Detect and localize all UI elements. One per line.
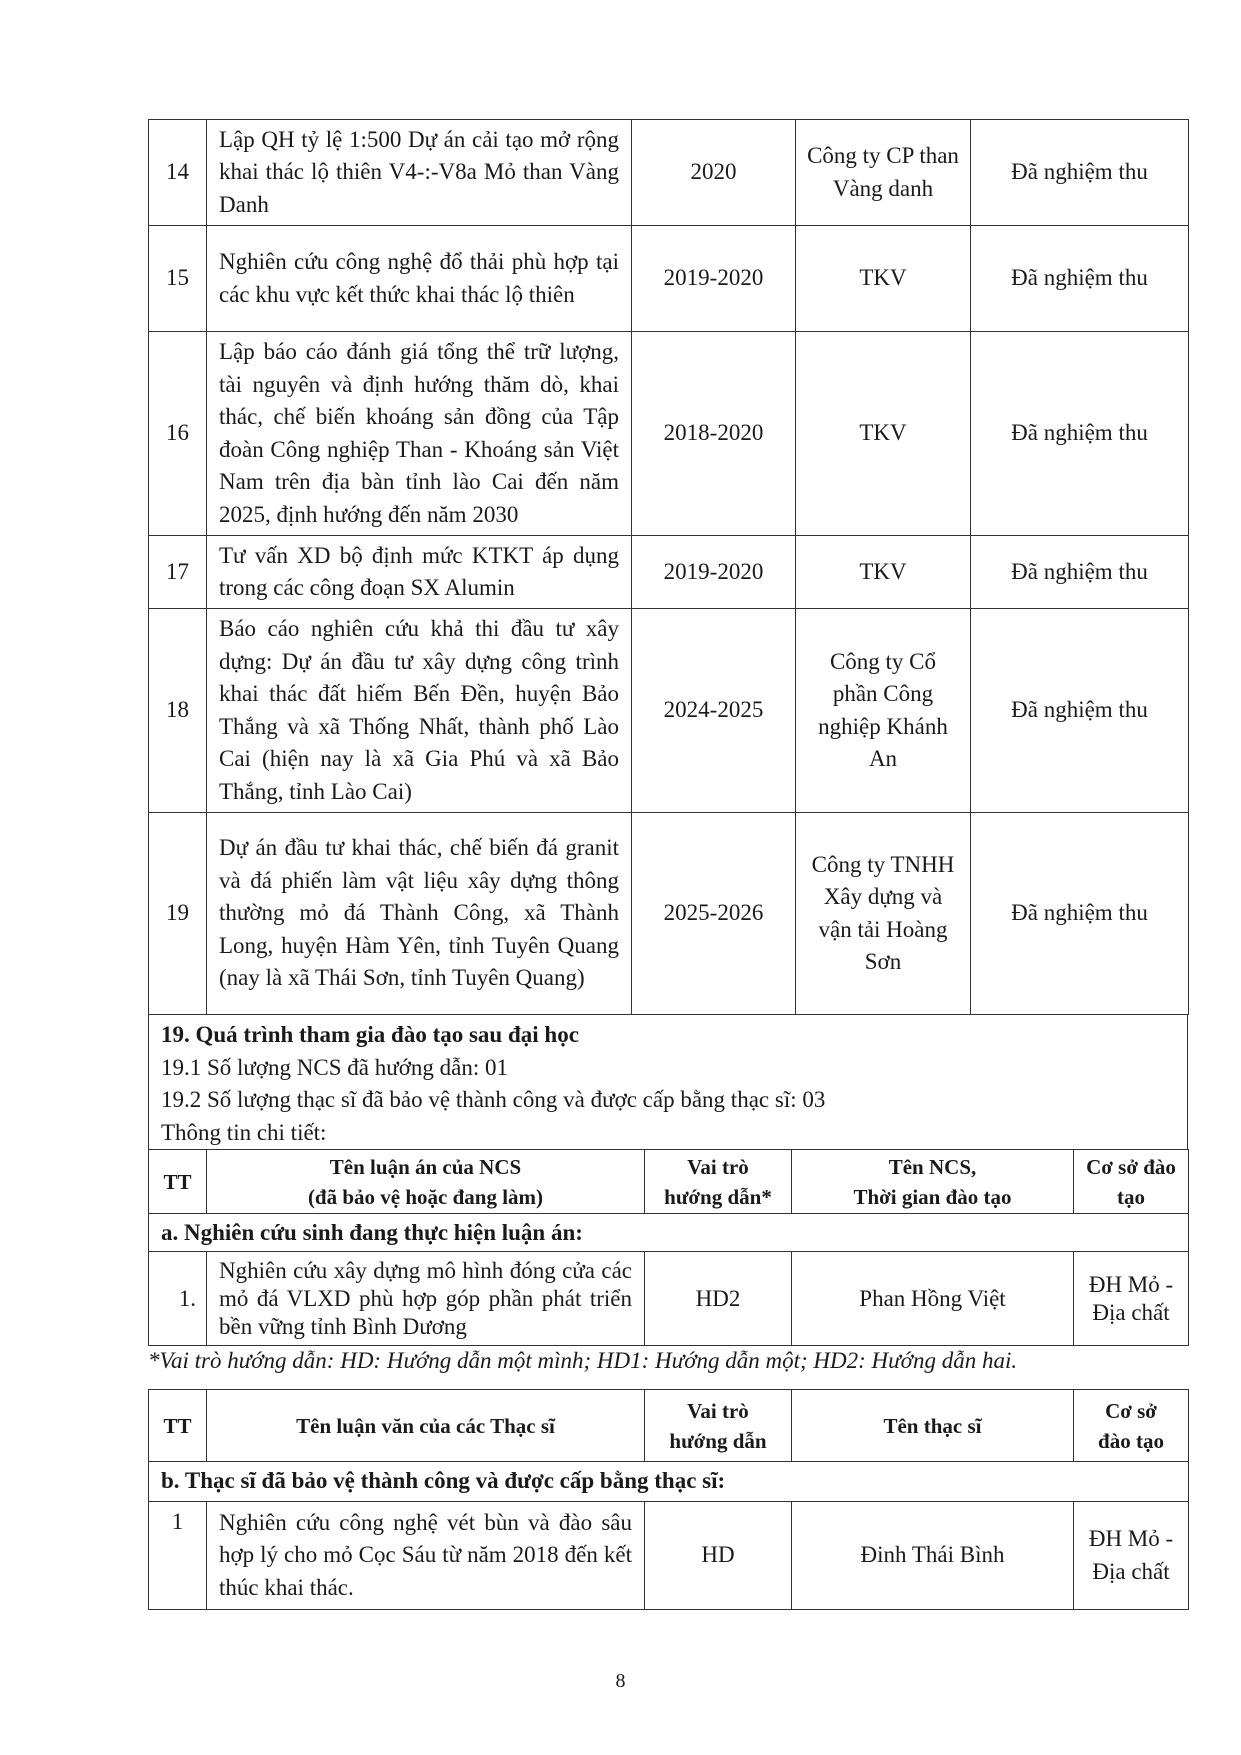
table-row	[149, 120, 1189, 226]
table-row	[149, 226, 1189, 332]
header-student-name	[792, 1150, 1074, 1214]
master-table	[148, 1389, 1189, 1610]
project-no: 18	[149, 609, 207, 813]
project-agency: TKV	[796, 332, 971, 536]
phd-thesis-title: Nghiên cứu xây dựng mô hình đóng cửa các mỏ đá VLXD phù hợp góp phần phát triển bền vững tỉnh Bình Dương	[207, 1252, 645, 1346]
header-student-name-line2: Thời gian đào tạo	[853, 1184, 1012, 1209]
phd-table	[148, 1149, 1189, 1346]
project-year: 2019-2020	[632, 226, 796, 332]
master-no: 1	[149, 1502, 207, 1610]
project-agency: TKV	[796, 226, 971, 332]
table-subheader-row	[149, 1214, 1189, 1252]
master-subheader: b. Thạc sĩ đã bảo vệ thành công và được cấp bằng thạc sĩ:	[149, 1462, 1189, 1502]
header-institution-line1: Cơ sở đào	[1086, 1154, 1176, 1179]
table-row	[149, 1502, 1189, 1610]
project-status: Đã nghiệm thu	[971, 536, 1189, 609]
phd-count-line: 19.1 Số lượng NCS đã hướng dẫn: 01	[161, 1054, 508, 1080]
project-name: Lập QH tỷ lệ 1:500 Dự án cải tạo mở rộng khai thác lộ thiên V4-:-V8a Mỏ than Vàng Danh	[207, 120, 632, 226]
project-year: 2020	[632, 120, 796, 226]
section-19-title: 19. Quá trình tham gia đào tạo sau đại học	[161, 1022, 579, 1047]
header-role	[645, 1390, 792, 1462]
table-header-row	[149, 1150, 1189, 1214]
table-row	[149, 536, 1189, 609]
project-name: Nghiên cứu công nghệ đổ thải phù hợp tại các khu vực kết thức khai thác lộ thiên	[207, 226, 632, 332]
phd-no: 1.	[149, 1252, 207, 1346]
table-row	[149, 332, 1189, 536]
project-no: 15	[149, 226, 207, 332]
table-row	[149, 813, 1189, 1015]
header-role-line1: Vai trò	[687, 1154, 749, 1179]
phd-subheader: a. Nghiên cứu sinh đang thực hiện luận án:	[149, 1214, 1189, 1252]
header-thesis-title	[207, 1150, 645, 1214]
project-agency: Công ty Cổ phần Công nghiệp Khánh An	[796, 609, 971, 813]
header-student-name-line1: Tên NCS,	[888, 1154, 977, 1179]
project-name: Tư vấn XD bộ định mức KTKT áp dụng trong các công đoạn SX Alumin	[207, 536, 632, 609]
table-subheader-row	[149, 1462, 1189, 1502]
master-name: Đinh Thái Bình	[792, 1502, 1074, 1610]
header-thesis-title-line2: (đã bảo vệ hoặc đang làm)	[307, 1184, 544, 1209]
project-no: 14	[149, 120, 207, 226]
project-year: 2024-2025	[632, 609, 796, 813]
header-thesis-title-line1: Tên luận án của NCS	[329, 1154, 522, 1179]
project-year: 2019-2020	[632, 536, 796, 609]
projects-table	[148, 119, 1189, 1015]
project-agency: Công ty TNHH Xây dựng và vận tải Hoàng Sơn	[796, 813, 971, 1015]
header-institution-line2: đào tạo	[1098, 1428, 1164, 1453]
page-number: 8	[615, 1670, 626, 1692]
project-no: 19	[149, 813, 207, 1015]
project-agency: Công ty CP than Vàng danh	[796, 120, 971, 226]
project-status: Đã nghiệm thu	[971, 226, 1189, 332]
table-row	[149, 1252, 1189, 1346]
project-year: 2018-2020	[632, 332, 796, 536]
project-name: Lập báo cáo đánh giá tổng thể trữ lượng, tài nguyên và định hướng thăm dò, khai thác, chế biến khoáng sản đồng của Tập đoàn Công nghiệp Than - Khoáng sản Việt Nam trên địa bàn tỉnh lào Cai đến năm 2025, định hướng đến năm 2030	[207, 332, 632, 536]
project-no: 16	[149, 332, 207, 536]
master-thesis-title: Nghiên cứu công nghệ vét bùn và đào sâu hợp lý cho mỏ Cọc Sáu từ năm 2018 đến kết thúc khai thác.	[207, 1502, 645, 1610]
phd-role: HD2	[645, 1252, 792, 1346]
header-thesis-title: Tên luận văn của các Thạc sĩ	[207, 1390, 645, 1462]
header-role-line2: hướng dẫn	[669, 1428, 767, 1453]
phd-institution: ĐH Mỏ - Địa chất	[1074, 1252, 1189, 1346]
header-master-name: Tên thạc sĩ	[792, 1390, 1074, 1462]
project-status: Đã nghiệm thu	[971, 120, 1189, 226]
project-name: Báo cáo nghiên cứu khả thi đầu tư xây dựng: Dự án đầu tư xây dựng công trình khai thác đất hiếm Bến Đền, huyện Bảo Thắng và xã Thống Nhất, thành phố Lào Cai (hiện nay là xã Gia Phú và xã Bảo Thắng, tỉnh Lào Cai)	[207, 609, 632, 813]
header-tt: TT	[149, 1150, 207, 1214]
project-status: Đã nghiệm thu	[971, 609, 1189, 813]
project-year: 2025-2026	[632, 813, 796, 1015]
project-status: Đã nghiệm thu	[971, 813, 1189, 1015]
header-role-line2: hướng dẫn*	[664, 1184, 772, 1209]
header-institution-line2: tạo	[1117, 1184, 1145, 1209]
header-role	[645, 1150, 792, 1214]
detail-info-label: Thông tin chi tiết:	[161, 1119, 327, 1145]
header-institution-line1: Cơ sở	[1105, 1398, 1157, 1423]
header-role-line1: Vai trò	[687, 1398, 749, 1423]
table-header-row	[149, 1390, 1189, 1462]
master-role: HD	[645, 1502, 792, 1610]
project-status: Đã nghiệm thu	[971, 332, 1189, 536]
role-note: *Vai trò hướng dẫn: HD: Hướng dẫn một mình; HD1: Hướng dẫn một; HD2: Hướng dẫn hai.	[148, 1348, 1018, 1373]
section-19-block	[148, 1014, 1188, 1149]
master-count-line: 19.2 Số lượng thạc sĩ đã bảo vệ thành công và được cấp bằng thạc sĩ: 03	[161, 1087, 826, 1112]
header-institution	[1074, 1150, 1189, 1214]
phd-student-name: Phan Hồng Việt	[792, 1252, 1074, 1346]
table-row	[149, 609, 1189, 813]
master-institution: ĐH Mỏ - Địa chất	[1074, 1502, 1189, 1610]
project-no: 17	[149, 536, 207, 609]
header-institution	[1074, 1390, 1189, 1462]
project-agency: TKV	[796, 536, 971, 609]
header-tt: TT	[149, 1390, 207, 1462]
project-name: Dự án đầu tư khai thác, chế biến đá granit và đá phiến làm vật liệu xây dựng thông thường mỏ đá Thành Công, xã Thành Long, huyện Hàm Yên, tỉnh Tuyên Quang (nay là xã Thái Sơn, tỉnh Tuyên Quang)	[207, 813, 632, 1015]
